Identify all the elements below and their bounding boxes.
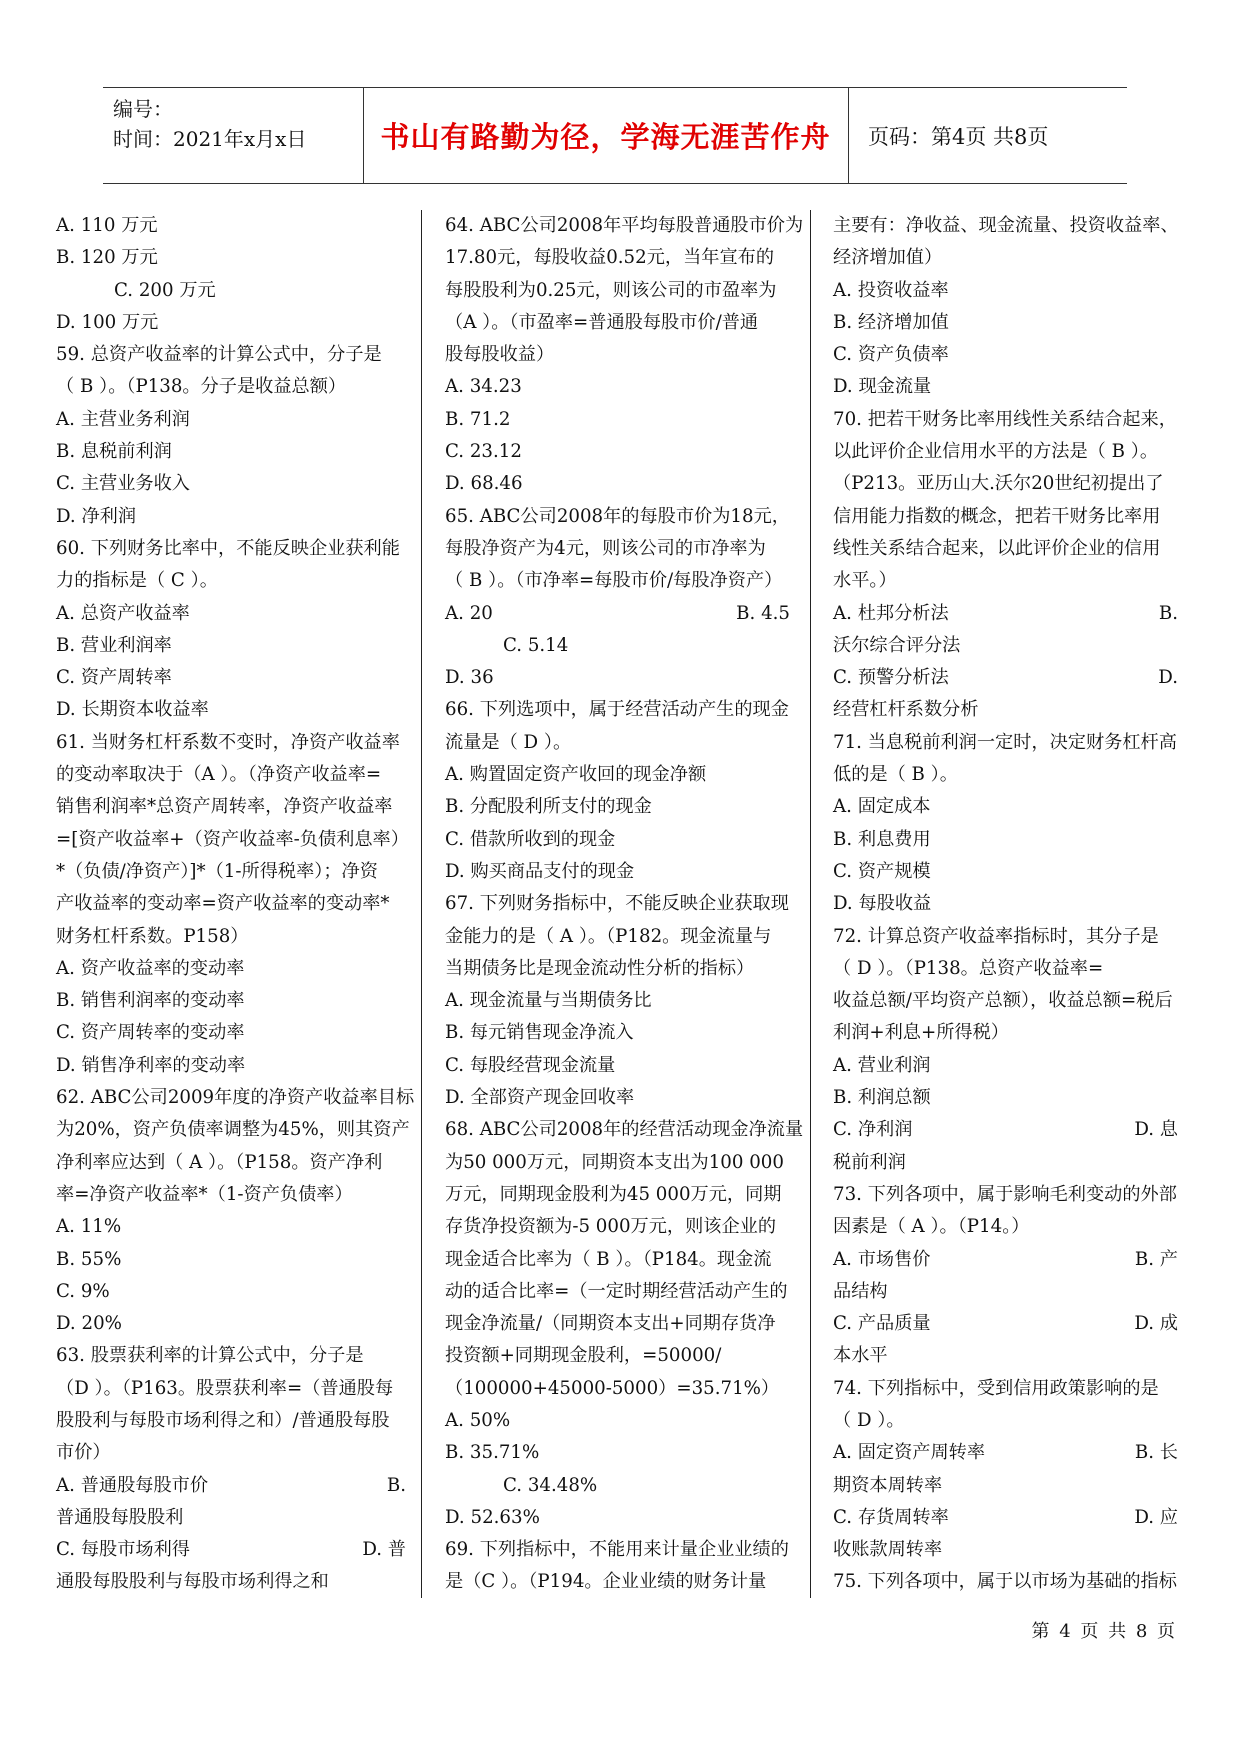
text-line: 每股股利为0.25元，则该公司的市盈率为 [445,279,777,301]
text-line: B. 长 [1134,1442,1178,1464]
text-line: 72. 计算总资产收益率指标时，其分子是 [833,925,1159,947]
text-line: D. 普 [362,1539,406,1561]
text-line: 利润+利息+所得税） [833,1022,1009,1044]
text-line: B. 分配股利所支付的现金 [445,796,652,818]
text-line: A. 总资产收益率 [56,602,190,624]
option-pair [833,662,1178,694]
text-column-3 [833,210,1178,1599]
text-line: D. 息 [1134,1119,1178,1141]
text-line: 的变动率取决于（A ）。（净资产收益率= [56,764,382,786]
text-line: C. 净利润 [833,1119,913,1141]
text-line: 为50 000万元，同期资本支出为100 000 [445,1151,784,1173]
text-line: 60. 下列财务比率中，不能反映企业获利能 [56,537,400,559]
text-line: 率=净资产收益率*（1-资产负债率） [56,1183,353,1205]
text-line: A. 34.23 [445,376,522,398]
text-line: 63. 股票获利率的计算公式中，分子是 [56,1345,364,1367]
text-column-2 [445,210,804,1599]
text-line: 收益总额/平均资产总额），收益总额=税后 [833,990,1173,1012]
text-line: A. 现金流量与当期债务比 [445,990,652,1012]
text-line: 62. ABC公司2009年度的净资产收益率目标 [56,1087,415,1109]
text-line: 流量是（ D ）。 [445,731,572,753]
text-line: 67. 下列财务指标中，不能反映企业获取现 [445,893,789,915]
text-line: C. 资产规模 [833,860,931,882]
text-line: B. 4.5 [736,602,790,624]
text-line: A. 50% [445,1409,511,1431]
text-line: C. 每股市场利得 [56,1539,190,1561]
text-line: A. 固定资产周转率 [833,1442,986,1464]
text-line: 75. 下列各项中，属于以市场为基础的指标 [833,1571,1177,1593]
text-line: 税前利润 [833,1151,906,1173]
text-line: B. 经济增加值 [833,311,949,333]
text-line: （P213。亚历山大.沃尔20世纪初提出了 [833,473,1164,495]
text-line: 本水平 [833,1345,888,1367]
text-line: 现金适合比率为（ B ）。（P184。现金流 [445,1248,772,1270]
text-line: B. 每元销售现金净流入 [445,1022,634,1044]
text-line: （D ）。（P163。股票获利率=（普通股每 [56,1377,394,1399]
text-line: A. 市场售价 [833,1248,931,1270]
option-pair [833,1308,1178,1340]
text-line: D. 68.46 [445,473,523,495]
text-line: 万元，同期现金股利为45 000万元，同期 [445,1183,782,1205]
text-line: B. 利润总额 [833,1087,931,1109]
time-label: 时间：2021年x月x日 [113,127,307,151]
text-line: D. [1158,667,1178,689]
text-line: 59. 总资产收益率的计算公式中，分子是 [56,344,382,366]
text-line: 61. 当财务杠杆系数不变时，净资产收益率 [56,731,400,753]
text-line: 普通股每股股利 [56,1506,184,1528]
text-line: 74. 下列指标中，受到信用政策影响的是 [833,1377,1159,1399]
text-line: 68. ABC公司2008年的经营活动现金净流量 [445,1119,804,1141]
text-line: 73. 下列各项中，属于影响毛利变动的外部 [833,1183,1177,1205]
text-line: D. 36 [445,667,494,689]
text-line: A. 20 [445,602,493,624]
text-line: C. 9% [56,1280,110,1302]
text-line: D. 净利润 [56,505,137,527]
text-line: 66. 下列选项中，属于经营活动产生的现金 [445,699,789,721]
text-line: A. 资产收益率的变动率 [56,957,245,979]
text-line: C. 存货周转率 [833,1506,949,1528]
option-pair [56,1470,406,1502]
text-line: A. 固定成本 [833,796,931,818]
text-line: 股股利与每股市场利得之和）/普通股每股 [56,1409,390,1431]
text-line: 17.80元，每股收益0.52元，当年宣布的 [445,247,775,269]
option-pair [833,598,1178,630]
text-line: C. 产品质量 [833,1313,931,1335]
text-line: （ B ）。（P138。分子是收益总额） [56,376,347,398]
text-line: 金能力的是（ A ）。（P182。现金流量与 [445,925,772,947]
header-divider-right [848,88,849,183]
text-line: 64. ABC公司2008年平均每股普通股市价为 [445,215,804,236]
text-line: B. 120 万元 [56,247,158,269]
text-line: 是（C ）。（P194。企业业绩的财务计量 [445,1571,767,1593]
text-line: （ D ）。（P138。总资产收益率= [833,957,1104,979]
text-line: 69. 下列指标中，不能用来计量企业业绩的 [445,1539,789,1561]
text-line: 低的是（ B ）。 [833,764,958,786]
text-line: B. 35.71% [445,1442,540,1464]
text-line: 品结构 [833,1280,888,1302]
text-line: 因素是（ A ）。（P14。） [833,1216,1030,1238]
text-line: 股每股收益） [445,344,555,366]
text-line: B. 销售利润率的变动率 [56,990,245,1012]
text-line: 经济增加值） [833,247,943,269]
text-line: 71. 当息税前利润一定时，决定财务杠杆高 [833,731,1177,753]
text-line: D. 销售净利率的变动率 [56,1054,246,1076]
text-line: D. 购买商品支付的现金 [445,860,635,882]
page-footer: 第 4 页 共 8 页 [1031,1621,1177,1642]
text-line: D. 现金流量 [833,376,932,398]
text-line: （100000+45000-5000）=35.71%） [445,1377,780,1399]
page-header [103,87,1127,184]
text-line: B. 产 [1134,1248,1178,1270]
text-line: C. 5.14 [503,634,569,656]
text-line: C. 借款所收到的现金 [445,828,616,850]
text-line: D. 52.63% [445,1506,540,1528]
text-line: 经营杠杆系数分析 [833,699,979,721]
text-line: A. 营业利润 [833,1054,931,1076]
text-column-1 [56,210,415,1599]
code-label: 编号： [113,97,173,121]
text-line: （ B ）。（市净率=每股市价/每股净资产） [445,570,783,592]
text-line: D. 应 [1134,1506,1178,1528]
text-line: B. 71.2 [445,408,511,430]
text-line: 以此评价企业信用水平的方法是（ B ）。 [833,441,1159,463]
header-page-label: 页码：第4页 共8页 [868,124,1049,149]
text-line: 动的适合比率=（一定时期经营活动产生的 [445,1280,788,1302]
column-divider-1 [421,210,422,1598]
option-pair [833,1114,1178,1146]
text-line: C. 资产周转率 [56,667,172,689]
text-line: 财务杠杆系数。P158） [56,925,249,947]
text-line: 力的指标是（ C ）。 [56,570,218,592]
text-line: 投资额+同期现金股利，=50000/ [445,1345,722,1367]
text-line: 销售利润率*总资产周转率，净资产收益率 [56,796,393,818]
option-pair [833,1502,1178,1534]
text-line: 为20%，资产负债率调整为45%，则其资产 [56,1119,410,1141]
text-line: 65. ABC公司2008年的每股市价为18元， [445,505,790,527]
header-motto: 书山有路勤为径，学海无涯苦作舟 [380,120,831,154]
text-line: A. 普通股每股市价 [56,1474,209,1496]
text-line: 产收益率的变动率=资产收益率的变动率* [56,893,390,915]
text-line: *（负债/净资产）]*（1-所得税率）；净资 [56,860,378,882]
header-meta [113,94,363,154]
text-line: 70. 把若干财务比率用线性关系结合起来， [833,408,1177,430]
option-pair [56,1534,406,1566]
text-line: D. 20% [56,1313,122,1335]
option-pair [445,598,790,630]
text-line: D. 成 [1134,1313,1178,1335]
text-line: C. 资产负债率 [833,344,949,366]
text-line: C. 每股经营现金流量 [445,1054,616,1076]
text-line: B. 息税前利润 [56,441,172,463]
option-pair [833,1437,1178,1469]
column-divider-2 [810,210,811,1598]
text-line: 存货净投资额为-5 000万元，则该企业的 [445,1216,777,1238]
text-line: 每股净资产为4元，则该公司的市净率为 [445,537,766,559]
text-line: （A ）。（市盈率=普通股每股市价/普通 [445,311,759,333]
text-line: C. 200 万元 [114,279,216,301]
text-line: C. 预警分析法 [833,667,949,689]
text-line: C. 主营业务收入 [56,473,190,495]
text-line: 当期债务比是现金流动性分析的指标） [445,957,755,979]
text-line: A. 11% [56,1216,122,1238]
text-line: 市价） [56,1442,111,1464]
text-line: 通股每股股利与每股市场利得之和 [56,1571,329,1593]
text-line: A. 投资收益率 [833,279,949,301]
text-line: A. 110 万元 [56,215,158,236]
text-line: 现金净流量/（同期资本支出+同期存货净 [445,1313,776,1335]
text-line: D. 100 万元 [56,311,159,333]
text-line: D. 长期资本收益率 [56,699,209,721]
text-line: C. 资产周转率的变动率 [56,1022,245,1044]
text-line: 沃尔综合评分法 [833,634,961,656]
text-line: A. 杜邦分析法 [833,602,949,624]
text-line: C. 23.12 [445,441,522,463]
text-line: C. 34.48% [503,1474,598,1496]
text-line: 净利率应达到（ A ）。（P158。资产净利 [56,1151,383,1173]
text-line: A. 购置固定资产收回的现金净额 [445,764,707,786]
text-line: 信用能力指数的概念，把若干财务比率用 [833,505,1161,527]
text-line: B. 利息费用 [833,828,931,850]
text-line: B. 55% [56,1248,122,1270]
text-line: D. 全部资产现金回收率 [445,1087,635,1109]
text-line: （ D ）。 [833,1409,905,1431]
text-line: B. [386,1474,406,1496]
option-pair [833,1244,1178,1276]
text-line: 水平。） [833,570,897,592]
text-line: =[资产收益率+（资产收益率-负债利息率） [56,828,409,850]
text-line: 收账款周转率 [833,1539,943,1561]
text-line: 期资本周转率 [833,1474,943,1496]
text-line: D. 每股收益 [833,893,932,915]
text-line: B. [1158,602,1178,624]
text-line: 主要有：净收益、现金流量、投资收益率、 [833,215,1179,236]
text-line: 线性关系结合起来，以此评价企业的信用 [833,537,1161,559]
text-line: A. 主营业务利润 [56,408,190,430]
text-line: B. 营业利润率 [56,634,172,656]
